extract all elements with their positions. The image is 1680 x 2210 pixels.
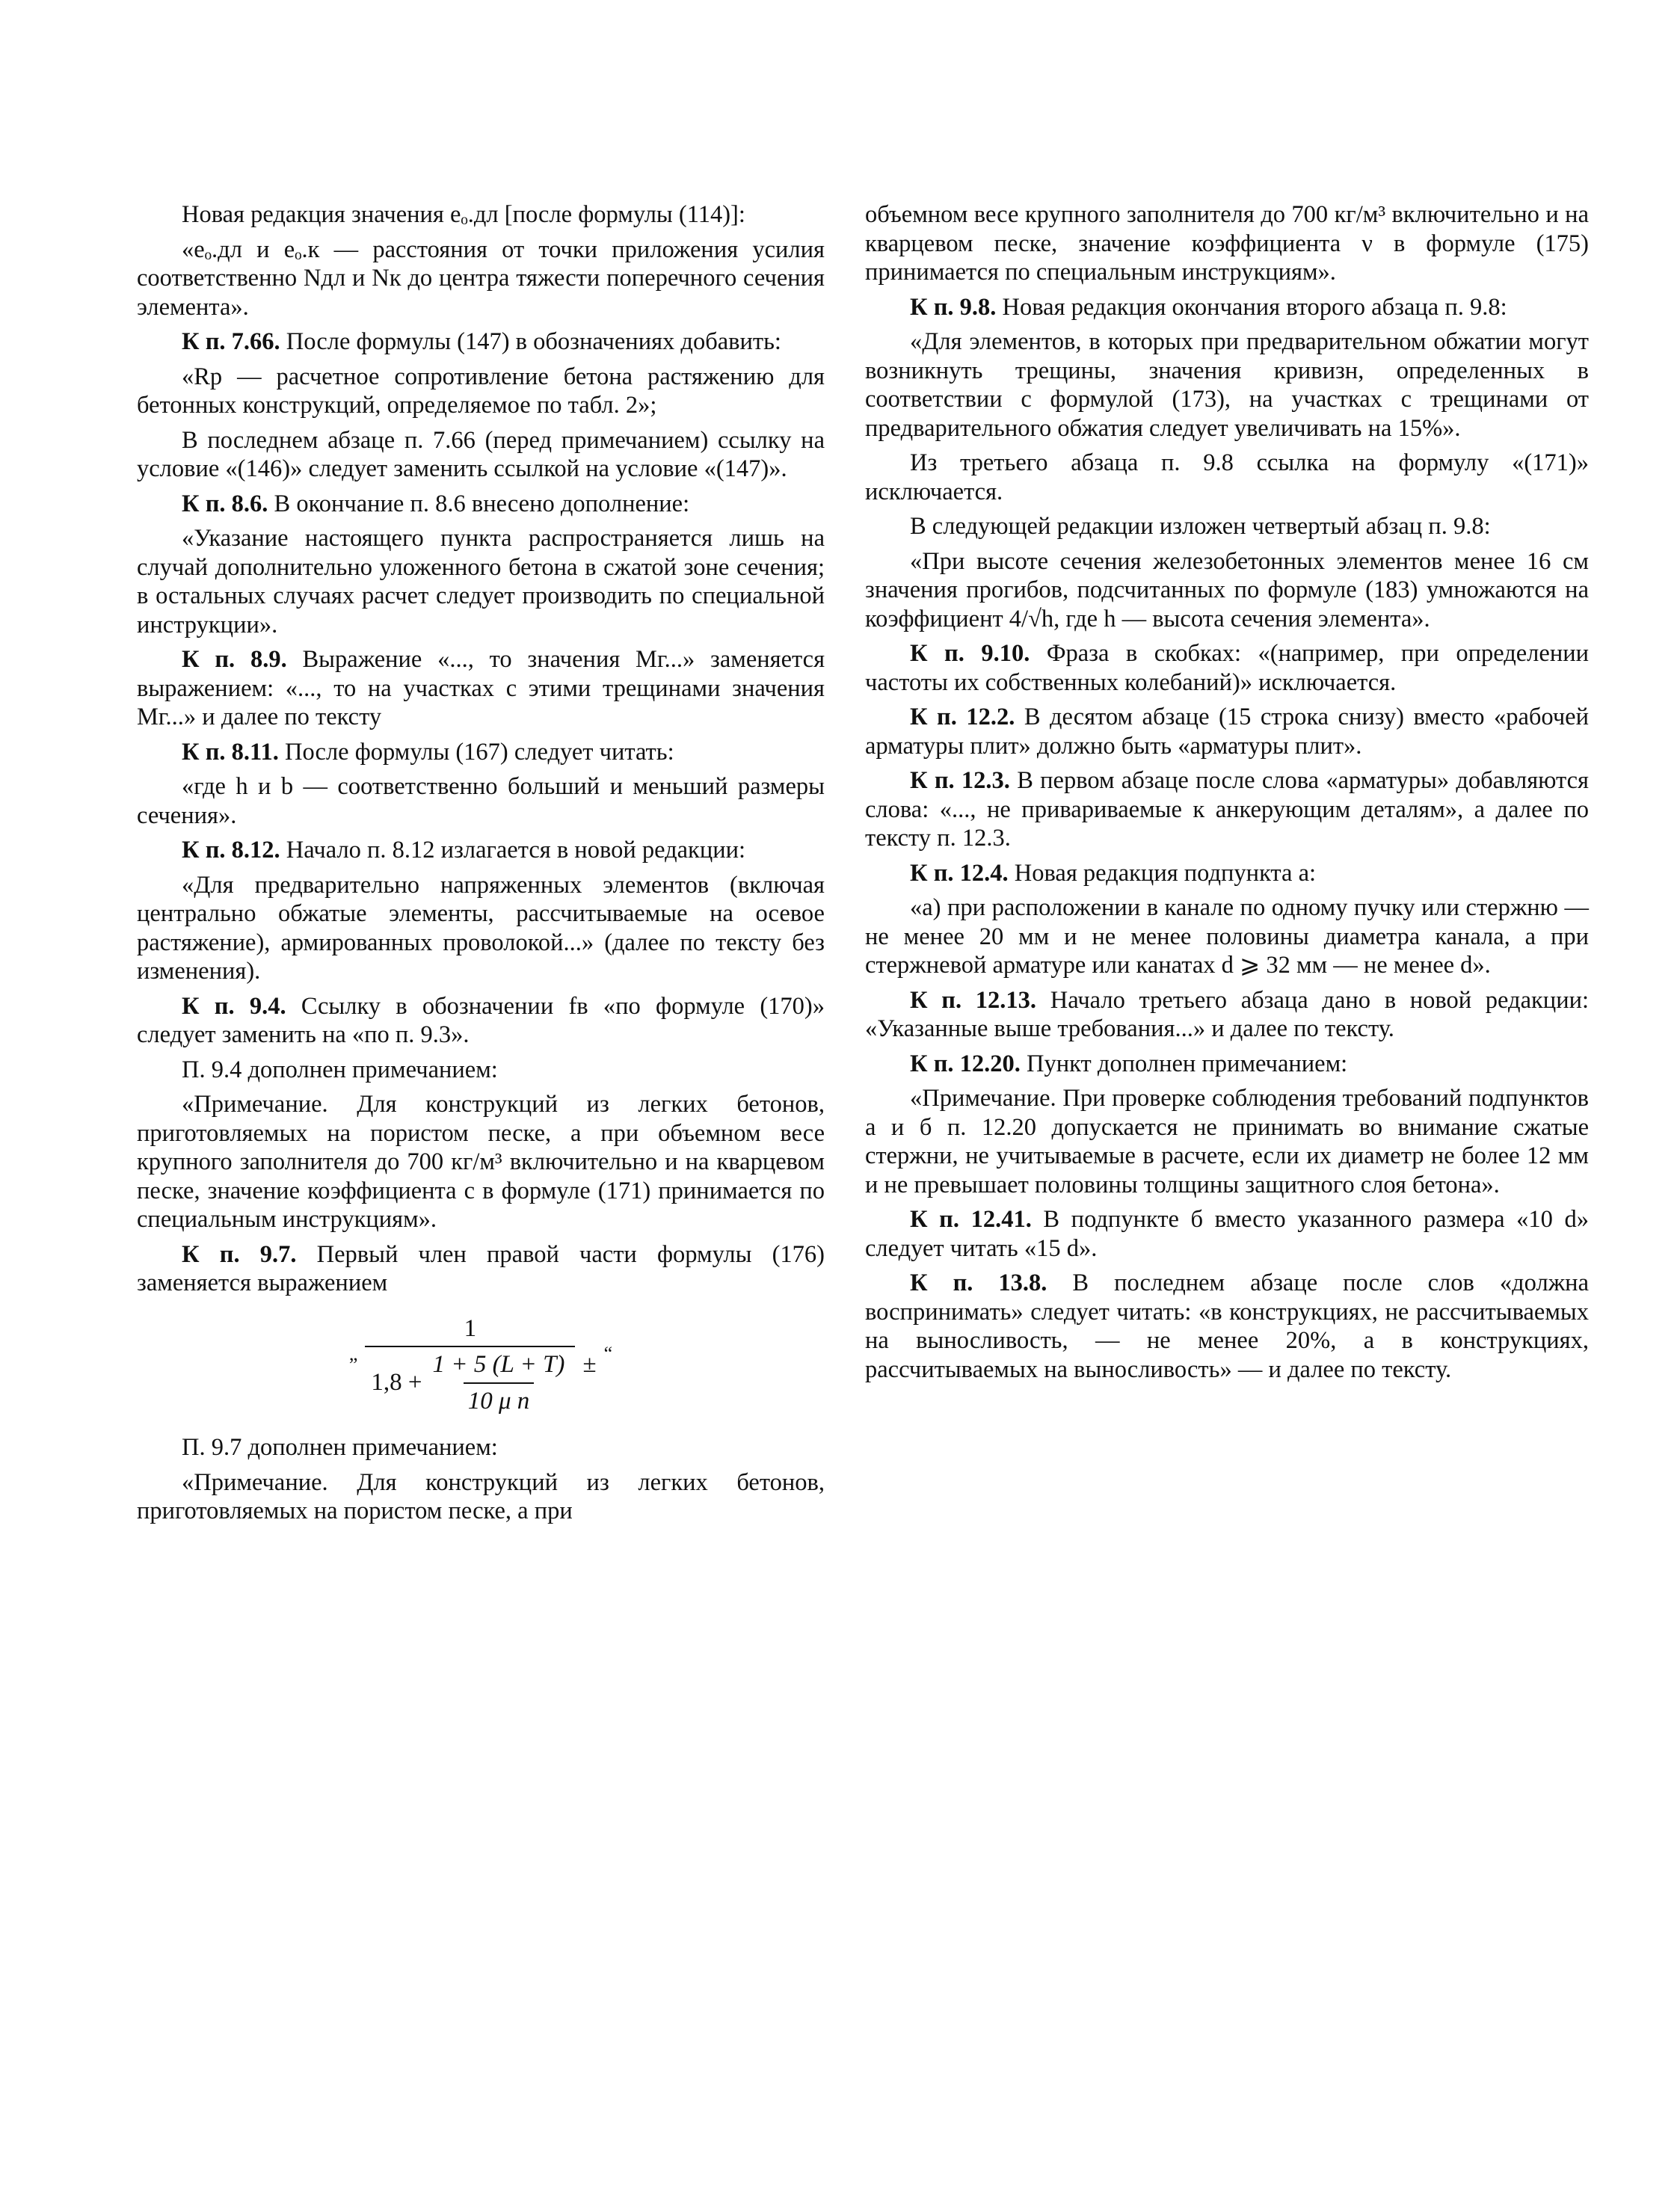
formula-inner-fraction (428, 1350, 570, 1415)
paragraph-text: В последнем абзаце после слов «должна воспринимать» следует читать: «в конструкциях, не рассчитываемых на выносливость, — не менее 20%, а в конструкциях, рассчитываемых на выносливость» — и далее по тексту. (865, 1269, 1589, 1383)
paragraph (865, 1205, 1589, 1263)
section-reference: К п. 13.8. (910, 1269, 1047, 1296)
paragraph (865, 449, 1589, 506)
paragraph-text: В окончание п. 8.6 внесено дополнение: (274, 490, 690, 517)
paragraph-text: «где h и b — соответственно больший и меньший размеры сечения». (137, 773, 825, 829)
paragraph-text: «Примечание. Для конструкций из легких бетонов, приготовляемых на пористом песке, а при объемном весе крупного заполнителя до 700 кг/м³ включительно и на кварцевом песке, значение коэффициента c в формуле (171) принимается по специальным инструкциям». (137, 1091, 825, 1233)
paragraph (137, 200, 825, 230)
section-reference: К п. 9.8. (910, 293, 997, 321)
paragraph-text: Фраза в скобках: «(например, при определении частоты их собственных колебаний)» исключается. (865, 640, 1589, 696)
paragraph (865, 893, 1589, 980)
paragraph (137, 871, 825, 986)
paragraph-text: В следующей редакции изложен четвертый абзац п. 9.8: (910, 513, 1491, 540)
paragraph (137, 1090, 825, 1234)
paragraph (137, 992, 825, 1050)
paragraph (137, 645, 825, 732)
paragraph-text: Новая редакция окончания второго абзаца п. 9.8: (1002, 293, 1507, 321)
paragraph (137, 327, 825, 357)
paragraph (137, 426, 825, 484)
paragraph (865, 1050, 1589, 1079)
paragraph (137, 490, 825, 519)
paragraph-text: В десятом абзаце (15 строка снизу) вместо «рабочей арматуры плит» должно быть «арматуры плит». (865, 704, 1590, 760)
paragraph (137, 1240, 825, 1298)
paragraph (865, 1269, 1589, 1384)
paragraph (137, 738, 825, 767)
paragraph (865, 547, 1589, 634)
paragraph-text: Первый член правой части формулы (176) заменяется выражением (137, 1240, 825, 1296)
section-reference: К п. 8.11. (182, 738, 279, 766)
formula-inner-denominator: 10 μ n (464, 1382, 535, 1416)
paragraph-text: В последнем абзаце п. 7.66 (перед примечанием) ссылку на условие «(146)» следует заменить ссылкой на условие «(147)». (137, 426, 825, 482)
section-reference: К п. 9.10. (910, 640, 1030, 667)
paragraph (865, 639, 1589, 697)
paragraph-text: «а) при расположении в канале по одному пучку или стержню — не менее 20 мм и не менее половины диаметра канала, а при стержневой арматуре или канатах d ⩾ 32 мм — не менее d». (865, 894, 1589, 979)
paragraph (865, 512, 1589, 541)
paragraph-text: Выражение «..., то значения Mг...» заменяется выражением: «..., то на участках с этими трещинами значения Mг...» и далее по тексту (137, 646, 825, 730)
paragraph-text: «Для элементов, в которых при предварительном обжатии могут возникнуть трещины, значения кривизн, определенных в соответствии с формулой (173), на участках с трещинами от предварительного обжатия следует увеличивать на 15%». (865, 328, 1589, 442)
paragraph (865, 1084, 1589, 1199)
formula-open-quote: „ (348, 1343, 358, 1364)
paragraph (865, 986, 1589, 1044)
formula-numerator: 1 (464, 1314, 477, 1342)
paragraph (137, 772, 825, 830)
section-reference: К п. 12.13. (910, 986, 1037, 1014)
left-column (137, 200, 825, 1532)
paragraph (137, 1433, 825, 1462)
paragraph-text: Начало третьего абзаца дано в новой редакции: «Указанные выше требования...» и далее по тексту. (865, 986, 1590, 1042)
paragraph-text: Ссылку в обозначении fв «по формуле (170)» следует заменить на «по п. 9.3». (137, 992, 825, 1048)
paragraph-text: объемном весе крупного заполнителя до 700 кг/м³ включительно и на кварцевом песке, значение коэффициента ν в формуле (175) принимается по специальным инструкциям». (865, 201, 1589, 286)
paragraph (137, 1468, 825, 1526)
paragraph-text: Пункт дополнен примечанием: (1027, 1050, 1348, 1077)
paragraph-text: В первом абзаце после слова «арматуры» добавляются слова: «..., не привариваемые к анкерующим деталям», а далее по тексту п. 12.3. (865, 767, 1589, 852)
formula-176 (137, 1314, 825, 1416)
section-reference: К п. 9.4. (182, 992, 286, 1020)
paragraph-text: «Rр — расчетное сопротивление бетона растяжению для бетонных конструкций, определяемое по табл. 2»; (137, 363, 825, 419)
formula-inner-numerator: 1 + 5 (L + T) (432, 1351, 565, 1378)
paragraph-text: «Примечание. При проверке соблюдения требований подпунктов а и б п. 12.20 допускается не принимать во внимание сжатые стержни, не учитываемые в расчете, если их диаметр не более 12 мм и не превышает половины толщины защитного слоя бетона». (865, 1085, 1589, 1198)
paragraph (865, 766, 1589, 853)
section-reference: К п. 8.12. (182, 837, 280, 864)
paragraph (137, 524, 825, 639)
paragraph-text: «Указание настоящего пункта распространяется лишь на случай дополнительно уложенного бетона в сжатой зоне сечения; в остальных случаях расчет следует производить по специальной инструкции». (137, 525, 825, 638)
paragraph (865, 327, 1589, 443)
left-paragraphs (137, 200, 825, 1298)
paragraph-text: После формулы (167) следует читать: (285, 738, 674, 766)
paragraph-text: После формулы (147) в обозначениях добавить: (286, 328, 781, 355)
paragraph (865, 200, 1589, 287)
right-paragraphs (865, 200, 1589, 1384)
paragraph (137, 836, 825, 865)
paragraph-text: В подпункте б вместо указанного размера «10 d» следует читать «15 d». (865, 1206, 1590, 1262)
paragraph (137, 236, 825, 322)
formula-suffix: ± (582, 1351, 597, 1378)
section-reference: К п. 8.9. (182, 646, 287, 673)
paragraph-text: «Для предварительно напряженных элементов (включая центрально обжатые элементы, рассчитываемые на осевое растяжение), армированных проволокой...» (далее по тексту без изменения). (137, 871, 825, 985)
paragraph-text: «Примечание. Для конструкций из легких бетонов, приготовляемых на пористом песке, а при (137, 1468, 825, 1524)
section-reference: К п. 12.41. (910, 1206, 1032, 1233)
paragraph (137, 1056, 825, 1085)
paragraph (137, 363, 825, 420)
formula-denominator (365, 1346, 575, 1415)
section-reference: К п. 12.20. (910, 1050, 1021, 1077)
paragraph-text: «При высоте сечения железобетонных элементов менее 16 см значения прогибов, подсчитанных по формуле (183) умножаются на коэффициент 4/√h, где h — высота сечения элемента». (865, 547, 1589, 632)
formula-fraction (365, 1314, 575, 1416)
left-paragraphs-after (137, 1433, 825, 1526)
section-reference: К п. 7.66. (182, 328, 280, 355)
paragraph-text: «eₒ.дл и eₒ.к — расстояния от точки приложения усилия соответственно Nдл и Nк до центра тяжести поперечного сечения элемента». (137, 236, 825, 321)
section-reference: К п. 8.6. (182, 490, 268, 517)
paragraph (865, 703, 1589, 760)
section-reference: К п. 12.2. (910, 704, 1015, 730)
paragraph-text: Новая редакция значения eₒ.дл [после формулы (114)]: (182, 201, 745, 228)
paragraph-text: Новая редакция подпункта а: (1014, 859, 1317, 887)
section-reference: К п. 12.3. (910, 767, 1010, 794)
paragraph (865, 859, 1589, 888)
paragraph-text: П. 9.7 дополнен примечанием: (182, 1434, 498, 1461)
section-reference: К п. 12.4. (910, 859, 1009, 887)
paragraph-text: П. 9.4 дополнен примечанием: (182, 1056, 498, 1083)
formula-den-prefix: 1,8 + (371, 1369, 422, 1397)
paragraph-text: Из третьего абзаца п. 9.8 ссылка на формулу «(171)» исключается. (865, 449, 1589, 505)
section-reference: К п. 9.7. (182, 1240, 297, 1268)
paragraph (865, 293, 1589, 322)
right-column (865, 200, 1589, 1390)
paragraph-text: Начало п. 8.12 излагается в новой редакции: (286, 837, 746, 864)
formula-close-quote: “ (603, 1343, 613, 1364)
